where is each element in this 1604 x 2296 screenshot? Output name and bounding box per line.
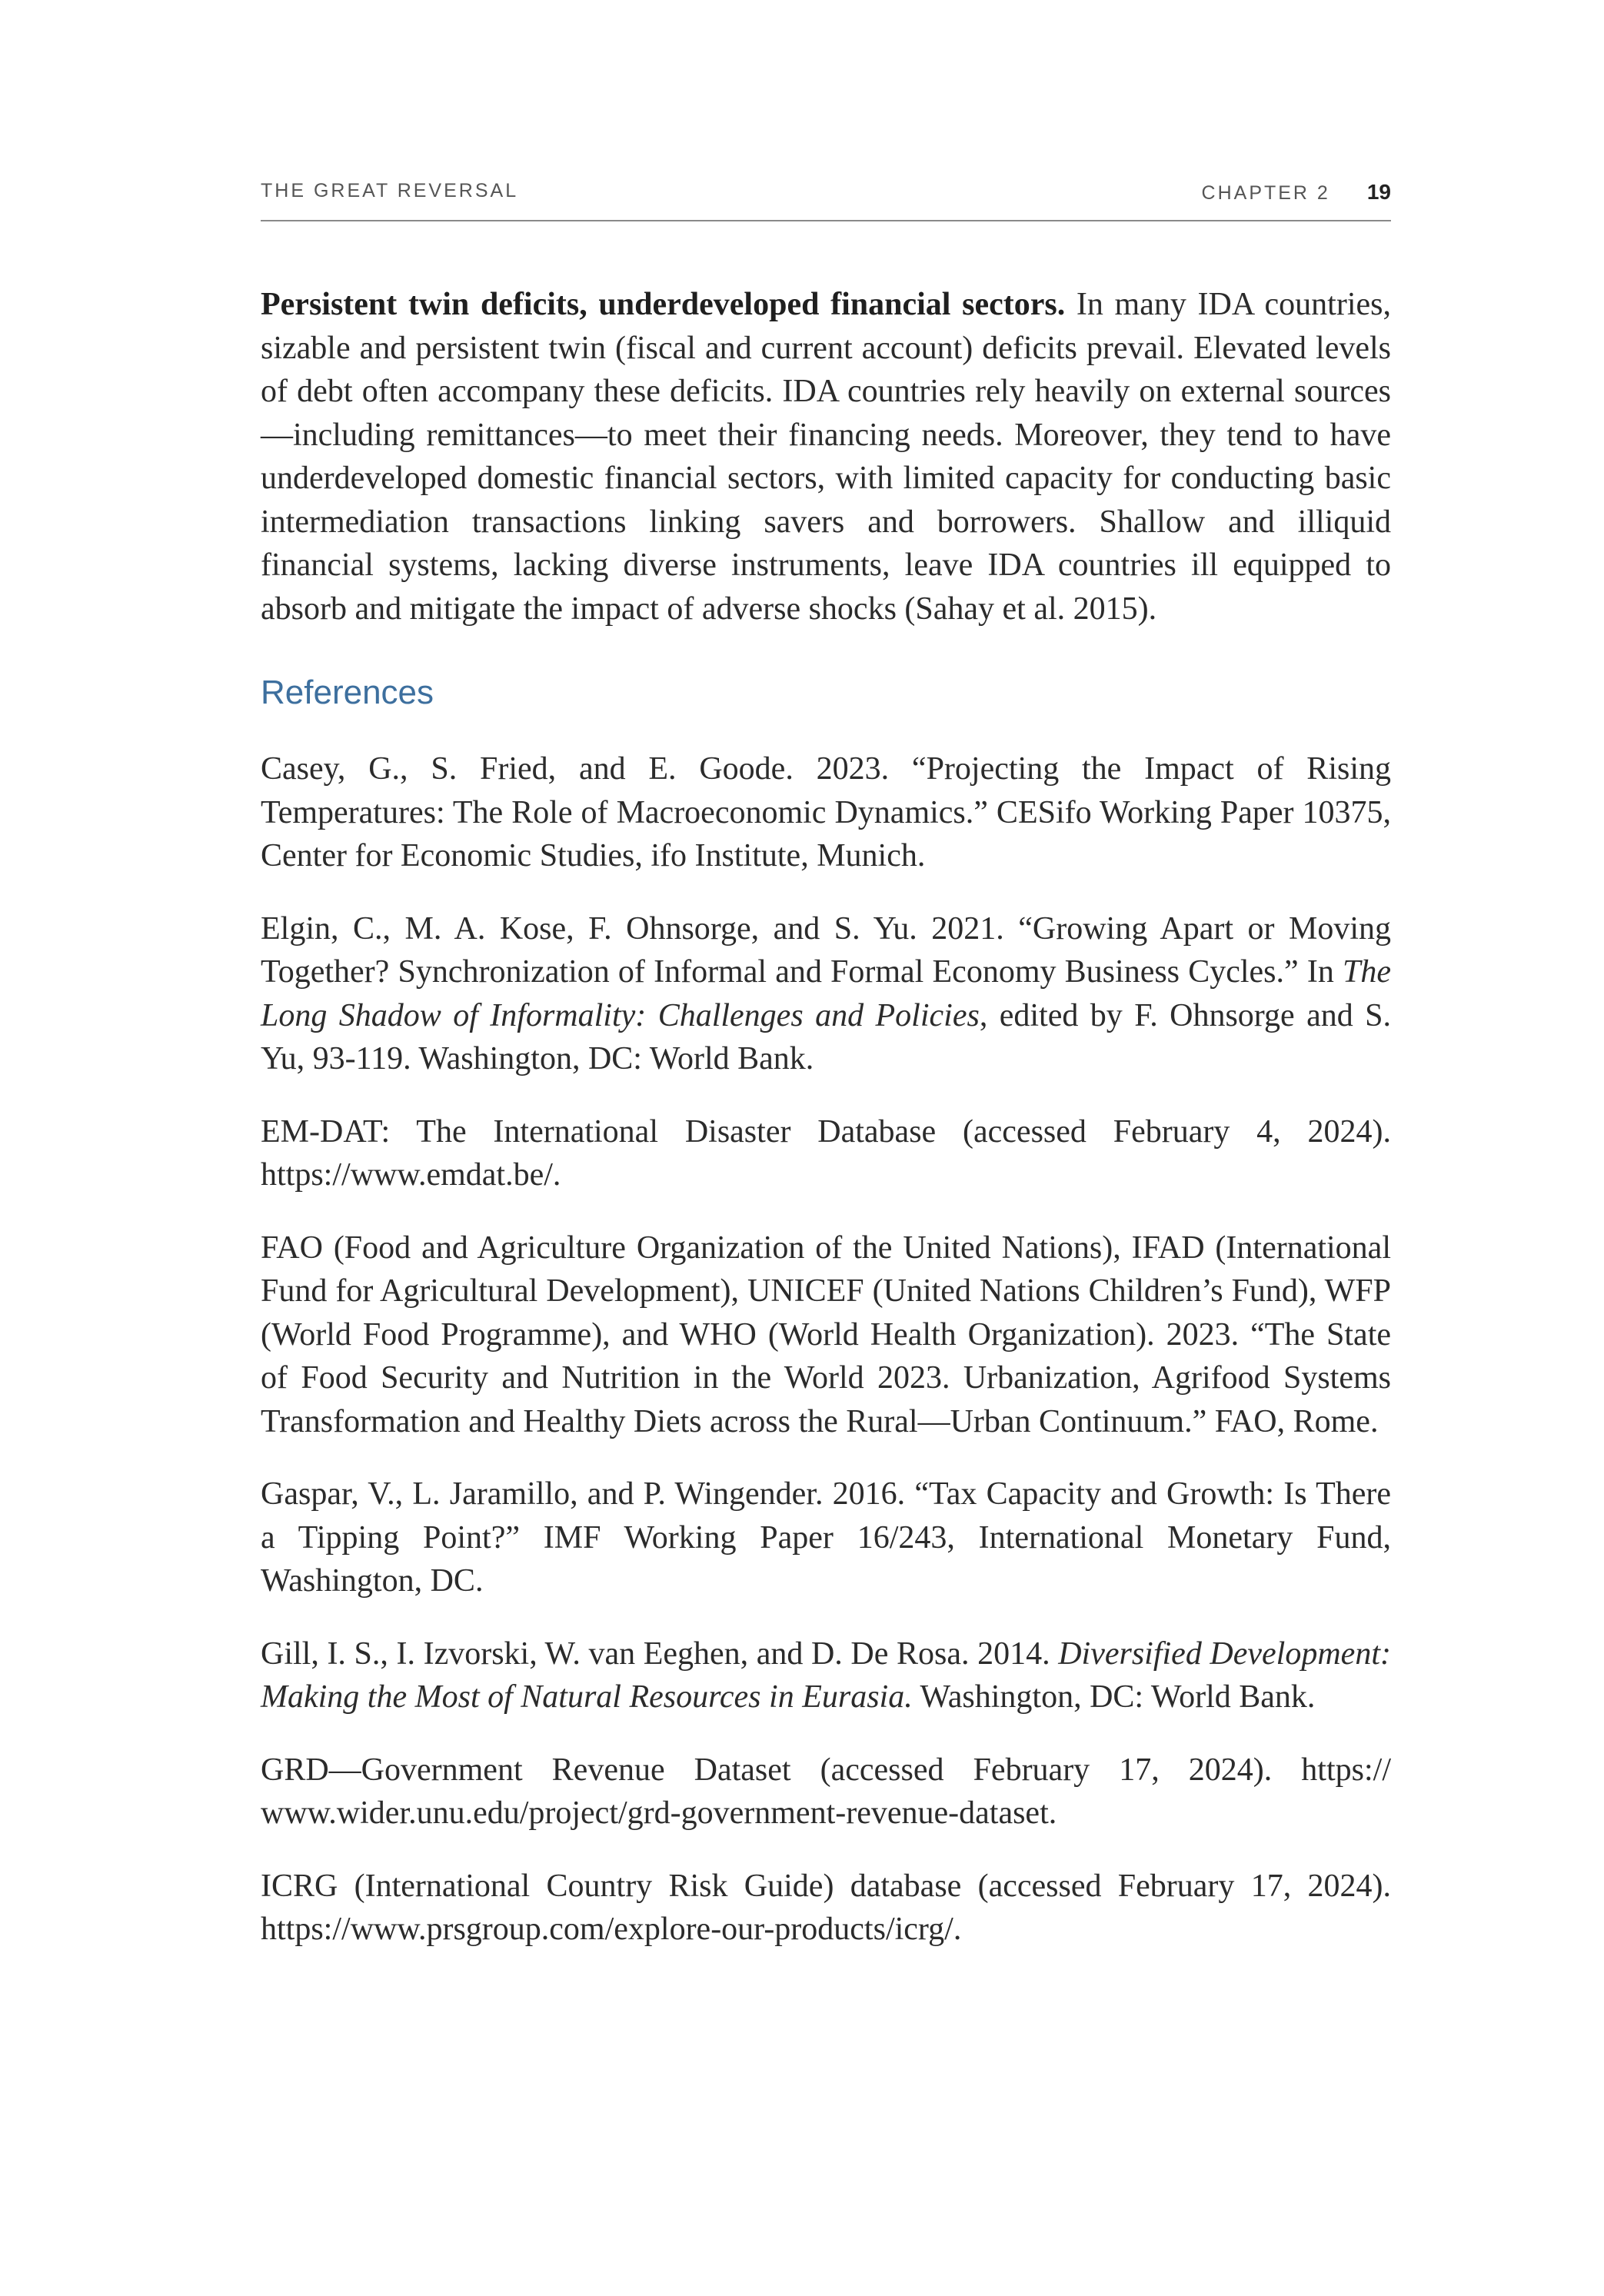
reference-item: [261, 907, 1391, 1081]
reference-item: [261, 1632, 1391, 1719]
body-paragraph: [261, 283, 1391, 631]
chapter-page-label: [1202, 180, 1391, 205]
running-header: [261, 175, 1391, 221]
reference-text-tail: , edited by F. Ohnsorge and S. Yu, 93-119. Washington, DC: World Bank.: [261, 997, 1391, 1076]
reference-text: EM-DAT: The International Disaster Database (accessed February 4, 2024). https://www.emdat.be/.: [261, 1113, 1391, 1193]
reference-list: [261, 747, 1391, 1952]
running-title: THE GREAT REVERSAL: [261, 180, 519, 201]
reference-italic-title: Diversified Development: Making the Most of Natural Resources in Eurasia.: [261, 1635, 1391, 1715]
reference-item: [261, 1749, 1391, 1835]
paragraph-body: In many IDA countries, sizable and persistent twin (fiscal and current account) deficits prevail. Elevated levels of debt often accompany these deficits. IDA countries rely heavily on external sources—including remittances—to meet their financing needs. Moreover, they tend to have underdeveloped domestic financial sectors, with limited capacity for conducting basic intermediation transactions linking savers and borrowers. Shallow and illiquid financial systems, lacking diverse instruments, leave IDA countries ill equipped to absorb and mitigate the impact of adverse shocks (Sahay et al. 2015).: [261, 287, 1391, 627]
reference-text: FAO (Food and Agriculture Organization of the United Nations), IFAD (International Fund for Agricultural Development), UNICEF (United Nations Children’s Fund), WFP (World Food Programme), and WHO (World Health Organization). 2023. “The State of Food Security and Nutrition in the World 2023. Urbanization, Agrifood Systems Transformation and Healthy Diets across the Rural—Urban Continuum.” FAO, Rome.: [261, 1230, 1391, 1439]
reference-text: Elgin, C., M. A. Kose, F. Ohnsorge, and S. Yu. 2021. “Growing Apart or Moving Together? Synchronization of Informal and Formal Economy Business Cycles.” In: [261, 910, 1391, 990]
reference-text: ICRG (International Country Risk Guide) database (accessed February 17, 2024). https://www.prsgroup.com/explore-our-products/icrg/.: [261, 1868, 1391, 1947]
chapter-label: CHAPTER 2: [1201, 182, 1330, 204]
page-number: 19: [1366, 180, 1391, 204]
reference-text-tail: Washington, DC: World Bank.: [912, 1679, 1316, 1715]
reference-item: [261, 1865, 1391, 1952]
reference-text: Gill, I. S., I. Izvorski, W. van Eeghen, and D. De Rosa. 2014.: [261, 1635, 1059, 1672]
reference-item: [261, 1226, 1391, 1444]
reference-text: GRD—Government Revenue Dataset (accessed February 17, 2024). https:// www.wider.unu.edu/project/grd-government-revenue-dataset.: [261, 1752, 1391, 1831]
reference-item: [261, 747, 1391, 878]
reference-item: [261, 1110, 1391, 1197]
reference-text: Gaspar, V., L. Jaramillo, and P. Wingender. 2016. “Tax Capacity and Growth: Is There a Tipping Point?” IMF Working Paper 16/243, International Monetary Fund, Washington, DC.: [261, 1476, 1391, 1599]
reference-italic-title: The Long Shadow of Informality: Challenges and Policies: [261, 954, 1391, 1033]
paragraph-lead: Persistent twin deficits, underdeveloped financial sectors.: [261, 287, 1066, 322]
reference-text: Casey, G., S. Fried, and E. Goode. 2023. “Projecting the Impact of Rising Temperatures: The Role of Macroeconomic Dynamics.” CESifo Working Paper 10375, Center for Economic Studies, ifo Institute, Munich.: [261, 751, 1391, 873]
reference-item: [261, 1472, 1391, 1603]
page-content: [261, 283, 1391, 1952]
references-heading: References: [261, 674, 434, 711]
